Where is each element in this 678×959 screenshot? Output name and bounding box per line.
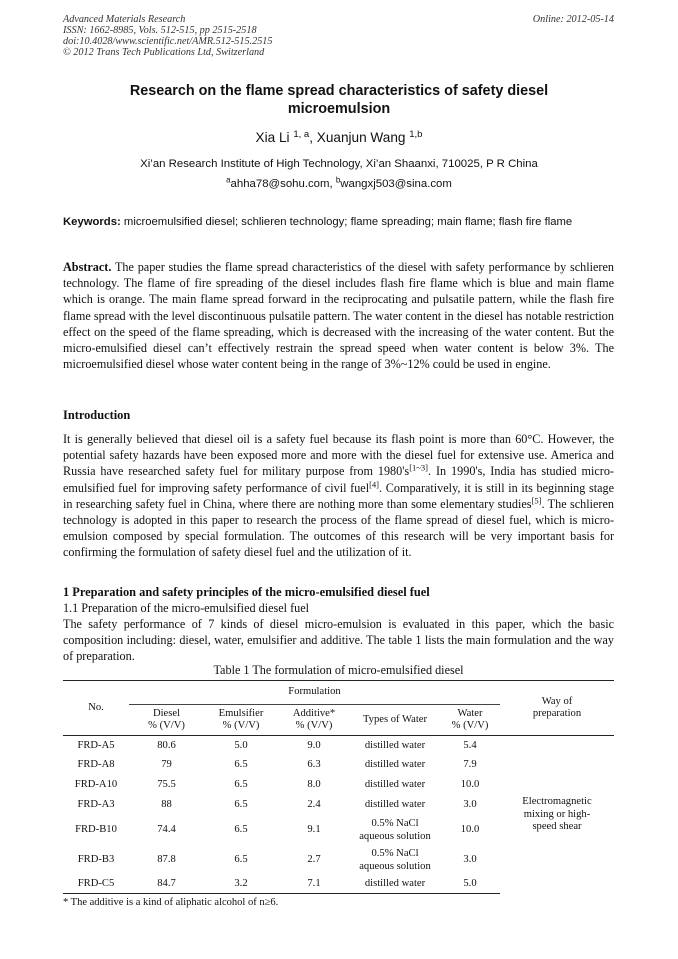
cell-no: FRD-A5 (63, 736, 129, 756)
cell-emulsifier: 3.2 (204, 876, 278, 894)
introduction-paragraph (63, 431, 614, 561)
cell-emulsifier: 6.5 (234, 824, 248, 836)
cell-additive: 2.7 (307, 854, 321, 866)
cell-water: 3.0 (463, 799, 477, 811)
cell-diesel: 80.6 (129, 736, 204, 756)
email-address: ahha78@sohu.com, (230, 178, 336, 190)
col-header-additive-label: Additive* (292, 707, 336, 719)
introduction-heading: Introduction (63, 408, 131, 422)
cell-water-type: distilled water (364, 779, 426, 791)
cell-water: 7.9 (463, 759, 477, 771)
cell-water-type: distilled water (350, 736, 440, 756)
cell-no: FRD-B3 (77, 854, 115, 866)
author-name: Xia Li (255, 130, 290, 145)
abstract-label: Abstract. (63, 260, 112, 274)
cell-water-type: distilled water (350, 876, 440, 894)
cell-additive: 7.1 (278, 876, 350, 894)
table-footnote: * The additive is a kind of aliphatic alcohol of n≥6. (63, 897, 279, 908)
author-affiliation: Xi’an Research Institute of High Technology, Xi’an Shaanxi, 710025, P R China (140, 158, 538, 170)
cell-water-type (350, 816, 440, 846)
cell-diesel: 88 (161, 799, 172, 811)
col-header-no: No. (63, 681, 129, 736)
col-header-diesel (129, 705, 204, 736)
paper-title (63, 82, 615, 118)
section-1-heading: 1 Preparation and safety principles of the micro-emulsified diesel fuel (63, 585, 430, 599)
water-type-text: 0.5% NaCl aqueous solution (359, 848, 431, 872)
cell-water: 5.0 (440, 876, 500, 894)
water-type-text: 0.5% NaCl aqueous solution (359, 818, 431, 842)
abstract-paragraph (63, 259, 614, 372)
author-name: Xuanjun Wang (316, 130, 406, 145)
author-affiliation-mark: 1,b (409, 128, 423, 140)
section-1-1-heading: 1.1 Preparation of the micro-emulsified diesel fuel (63, 601, 310, 615)
cell-emulsifier: 6.5 (234, 759, 248, 771)
cell-water: 10.0 (460, 779, 480, 791)
col-header-water-label: Water (457, 707, 483, 719)
col-header-emulsifier (204, 705, 278, 736)
intro-text: It is generally believed that diesel oil is a safety fuel because its flash point is more than 60°C. However, the potential safety hazards have been exposed more and more with the diesel fuel for extensive use. America and Russia have researched safety fuel for military purpose from 1980's (63, 432, 614, 479)
cell-emulsifier: 6.5 (234, 854, 248, 866)
col-header-way-text: Way of preparation (532, 695, 582, 719)
cell-water: 5.4 (440, 736, 500, 756)
citation-ref: [5] (531, 495, 542, 506)
cell-diesel: 87.8 (157, 854, 176, 866)
citation-ref: [4] (369, 478, 380, 489)
table-caption: Table 1 The formulation of micro-emulsified diesel (213, 663, 464, 677)
online-date: Online: 2012-05-14 (532, 14, 614, 25)
cell-diesel: 75.5 (157, 779, 176, 791)
cell-no: FRD-B10 (75, 824, 117, 836)
keywords-text: microemulsified diesel; schlieren technology; flame spreading; main flame; flash fire flame (120, 216, 573, 228)
col-header-types-water: Types of Water (362, 713, 428, 725)
intro-text: . The schlieren technology is adopted in this paper to research the process of the flame spread of diesel fuel, which is micro-emulsion composed by special formulation. The outcomes of this research will be very important basis for confirming the formulation of safety diesel fuel and the utilization of it. (63, 496, 614, 560)
col-header-additive-unit: % (V/V) (295, 720, 333, 731)
cell-water-type: distilled water (364, 759, 426, 771)
col-header-diesel-label: Diesel (152, 707, 181, 719)
cell-water-type: distilled water (364, 799, 426, 811)
keywords-paragraph (63, 215, 614, 231)
cell-diesel: 84.7 (129, 876, 204, 894)
section-1-1-paragraph: The safety performance of 7 kinds of diesel micro-emulsion is evaluated in this paper, which the basic composition including: diesel, water, emulsifier and additive. The table 1 lists the main formulation and the way of preparation. (63, 617, 614, 664)
col-header-way (500, 681, 614, 736)
cell-water: 10.0 (460, 824, 480, 836)
paper-title-line-2: microemulsion (287, 101, 391, 117)
col-header-water (440, 705, 500, 736)
cell-emulsifier: 6.5 (234, 779, 248, 791)
col-header-emulsifier-unit: % (V/V) (222, 720, 260, 731)
email-mark: a (226, 175, 231, 185)
journal-doi: doi:10.4028/www.scientific.net/AMR.512-515.2515 (63, 36, 273, 47)
email-address: wangxj503@sina.com (340, 178, 452, 190)
col-header-formulation: Formulation (129, 681, 500, 705)
formulation-table (63, 680, 614, 894)
author-affiliation-mark: 1, a (293, 128, 310, 140)
col-header-additive (278, 705, 350, 736)
cell-no: FRD-A10 (74, 779, 118, 791)
col-header-water-unit: % (V/V) (451, 720, 489, 731)
intro-text: . Comparatively, it is still in its beginning stage in researching safety fuel in China, where there are nothing more than some elementary studies (63, 480, 614, 511)
cell-water-type (350, 846, 440, 876)
author-emails (63, 177, 615, 191)
cell-additive: 9.0 (278, 736, 350, 756)
cell-diesel: 74.4 (157, 824, 176, 836)
journal-copyright: © 2012 Trans Tech Publications Ltd, Switzerland (63, 47, 265, 58)
abstract-text: The paper studies the flame spread characteristics of the diesel with safety performance by schlieren technology. The flame of fire spreading of the diesel includes flash fire flame which is blue and main flame which is orange. The main flame spread forward in the reciprocating and pulsatile pattern, while the flash fire flame spread with the level discontinuous pulsatile pattern. The water content in the diesel has notable restriction effect on the speed of the flame spreading, which is decreased with the increasing of the water content. But the micro-emulsified diesel can’t effectively restrain the spread speed when water content is below 3%. The microemulsified diesel whose water content being in the range of 3%~12% could be used in engine. (63, 260, 614, 372)
cell-no: FRD-A8 (77, 759, 115, 771)
author-list (63, 130, 615, 146)
cell-emulsifier: 5.0 (204, 736, 278, 756)
journal-name: Advanced Materials Research (63, 14, 186, 25)
intro-text: . In 1990's, India has studied micro-emulsified fuel for improving safety performance of civil fuel (63, 464, 614, 495)
cell-additive: 9.1 (307, 824, 321, 836)
author-separator: , (309, 130, 317, 145)
cell-water: 3.0 (463, 854, 477, 866)
cell-no: FRD-C5 (63, 876, 129, 894)
way-of-preparation-text: Electromagnetic mixing or high-speed shear (522, 796, 592, 832)
cell-diesel: 79 (161, 759, 172, 771)
cell-no: FRD-A3 (77, 799, 115, 811)
journal-issn: ISSN: 1662-8985, Vols. 512-515, pp 2515-2518 (63, 25, 257, 36)
table-row (63, 736, 614, 756)
cell-way-of-preparation (500, 736, 614, 894)
journal-header (63, 14, 272, 58)
email-mark: b (335, 175, 341, 185)
keywords-label: Keywords: (63, 216, 121, 228)
cell-additive: 6.3 (307, 759, 321, 771)
col-header-emulsifier-label: Emulsifier (218, 707, 264, 719)
col-header-diesel-unit: % (V/V) (148, 720, 185, 731)
cell-additive: 8.0 (307, 779, 321, 791)
paper-title-line-1: Research on the flame spread characteristics of safety diesel (129, 83, 549, 99)
cell-emulsifier: 6.5 (234, 799, 248, 811)
cell-additive: 2.4 (307, 799, 321, 811)
citation-ref: [1~3] (409, 462, 429, 473)
